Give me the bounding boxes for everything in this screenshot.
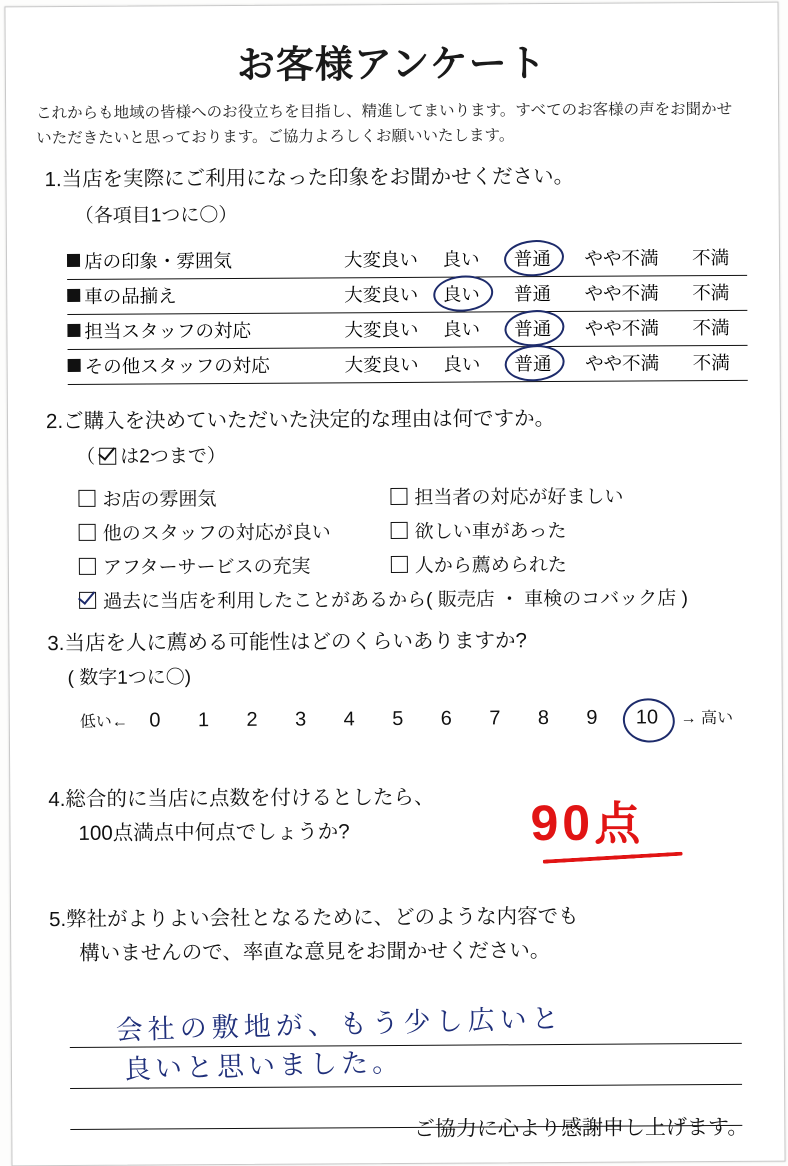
option-dissatisfied[interactable]: 不満 bbox=[692, 351, 730, 374]
scale-value-3[interactable]: 3 bbox=[294, 708, 307, 731]
checkbox-wanted-car-available[interactable]: 欲しい車があった bbox=[391, 516, 567, 544]
matrix-options bbox=[337, 244, 747, 273]
option-good[interactable]: 良い bbox=[442, 248, 480, 270]
matrix-options bbox=[338, 349, 748, 378]
page-title: お客様アンケート bbox=[236, 43, 547, 87]
question-3-subheading: ( 数字1つに〇) bbox=[67, 667, 192, 690]
question-5-heading-line1: 5.弊社がよりよい会社となるために、どのような内容でも bbox=[48, 904, 579, 932]
score-value: 90 bbox=[530, 794, 595, 852]
question-2-checklist bbox=[78, 481, 759, 621]
option-dissatisfied[interactable]: 不満 bbox=[692, 281, 730, 304]
list-item-row bbox=[78, 481, 758, 519]
handwriting-line-1: 会社の敷地が、もう少し広いと bbox=[115, 1003, 565, 1047]
score-unit: 点 bbox=[593, 797, 645, 850]
option-somewhat-dissatisfied[interactable]: やや不満 bbox=[584, 352, 660, 374]
freetext-line-1[interactable] bbox=[70, 1003, 742, 1048]
closing-text: ご協力に心より感謝申し上げます。 bbox=[413, 1115, 749, 1141]
bullet-square-icon bbox=[67, 324, 80, 337]
scale-value-6[interactable]: 6 bbox=[440, 707, 452, 730]
bullet-square-icon bbox=[67, 289, 80, 302]
matrix-row-label: 担当スタッフの対応 bbox=[67, 317, 251, 344]
checkbox-atmosphere[interactable]: お店の雰囲気 bbox=[78, 484, 216, 512]
option-average-selected[interactable]: 普通 bbox=[497, 245, 567, 271]
option-dissatisfied[interactable]: 不満 bbox=[692, 316, 730, 339]
list-item-row bbox=[79, 515, 759, 553]
question-4-heading-line2: 100点満点中何点でしょうか? bbox=[78, 820, 350, 845]
table-row bbox=[68, 346, 748, 385]
scale-value-7[interactable]: 7 bbox=[489, 707, 501, 730]
option-dissatisfied[interactable]: 不満 bbox=[691, 246, 730, 269]
checkbox-other-staff-good[interactable]: 他のスタッフの対応が良い bbox=[79, 517, 331, 546]
bullet-square-icon bbox=[67, 254, 80, 267]
checkbox-icon[interactable] bbox=[390, 488, 407, 505]
option-very-good[interactable]: 大変良い bbox=[344, 353, 419, 376]
checkbox-legend-icon bbox=[99, 448, 116, 465]
scale-high-label: → 高い bbox=[680, 709, 734, 728]
checkbox-icon[interactable] bbox=[79, 592, 96, 609]
paper-sheet bbox=[4, 2, 785, 1166]
checkbox-recommended-by-someone[interactable]: 人から薦められた bbox=[391, 550, 567, 578]
scale-value-2[interactable]: 2 bbox=[246, 708, 258, 731]
table-row bbox=[67, 241, 747, 280]
option-average-selected[interactable]: 普通 bbox=[498, 350, 568, 376]
option-average[interactable]: 普通 bbox=[513, 283, 552, 305]
question-1-matrix bbox=[67, 241, 748, 385]
scale-value-5[interactable]: 5 bbox=[392, 707, 404, 731]
checkbox-icon[interactable] bbox=[79, 524, 96, 541]
freetext-line-2[interactable] bbox=[70, 1044, 742, 1089]
table-row bbox=[67, 311, 747, 350]
handwriting-line-2: 良いと思いました。 bbox=[123, 1047, 404, 1086]
checkbox-previous-customer-selected[interactable]: 過去に当店を利用したことがあるから( 販売店 ・ 車検のコバック店 ) bbox=[79, 583, 688, 614]
question-1-subheading: （各項目1つに〇） bbox=[74, 204, 238, 227]
question-3-scale bbox=[80, 705, 740, 733]
option-very-good[interactable]: 大変良い bbox=[343, 248, 419, 271]
question-2-subheading: （ は2つまで） bbox=[76, 446, 226, 468]
checkbox-after-service[interactable]: アフターサービスの充実 bbox=[79, 552, 311, 580]
option-good-selected[interactable]: 良い bbox=[430, 280, 492, 306]
question-2-heading: 2.ご購入を決めていただいた決定的な理由は何ですか。 bbox=[45, 407, 556, 434]
matrix-row-label: その他スタッフの対応 bbox=[68, 352, 270, 379]
checkbox-icon[interactable] bbox=[79, 558, 96, 575]
question-4-heading-line1: 4.総合的に当店に点数を付けるとしたら、 bbox=[48, 785, 435, 812]
store-type-options[interactable]: ( 販売店 ・ 車検のコバック店 ) bbox=[426, 588, 688, 611]
checkbox-icon[interactable] bbox=[391, 556, 408, 573]
checkbox-icon[interactable] bbox=[391, 522, 408, 539]
list-item-row bbox=[79, 583, 759, 621]
option-good[interactable]: 良い bbox=[443, 318, 481, 340]
option-good[interactable]: 良い bbox=[443, 353, 481, 375]
intro-text: これからも地域の皆様へのお役立ちを目指し、精進してまいります。すべてのお客様の声をお聞かせいただきたいと思っております。ご協力よろしくお願いいたします。 bbox=[36, 100, 733, 148]
question-3-heading: 3.当店を人に薦める可能性はどのくらいありますか? bbox=[47, 629, 527, 656]
scale-low-label: 低い← bbox=[79, 713, 128, 731]
scale-value-10-selected[interactable]: 10 bbox=[619, 706, 675, 729]
option-somewhat-dissatisfied[interactable]: やや不満 bbox=[584, 247, 659, 269]
checkbox-staff-response-favorable[interactable]: 担当者の対応が好ましい bbox=[390, 482, 623, 510]
matrix-options bbox=[337, 314, 747, 343]
bullet-square-icon bbox=[68, 359, 81, 372]
option-somewhat-dissatisfied[interactable]: やや不満 bbox=[584, 317, 659, 339]
checkbox-icon[interactable] bbox=[78, 490, 95, 507]
scale-value-0[interactable]: 0 bbox=[149, 709, 161, 732]
scale-value-4[interactable]: 4 bbox=[343, 708, 355, 731]
matrix-options bbox=[337, 279, 747, 308]
question-1-heading: 1.当店を実際にご利用になった印象をお聞かせください。 bbox=[44, 164, 575, 192]
question-4-answer bbox=[530, 787, 644, 854]
matrix-row-label: 店の印象・雰囲気 bbox=[67, 247, 232, 274]
matrix-row-label: 車の品揃え bbox=[67, 282, 177, 309]
scale-value-9[interactable]: 9 bbox=[586, 706, 598, 729]
option-very-good[interactable]: 大変良い bbox=[344, 283, 419, 306]
option-somewhat-dissatisfied[interactable]: やや不満 bbox=[584, 282, 659, 304]
scale-value-1[interactable]: 1 bbox=[197, 709, 210, 732]
option-average-selected[interactable]: 普通 bbox=[498, 315, 568, 341]
scale-value-8[interactable]: 8 bbox=[537, 707, 550, 730]
option-very-good[interactable]: 大変良い bbox=[344, 318, 419, 341]
list-item-row bbox=[79, 549, 759, 587]
question-5-heading-line2: 構いませんので、率直な意見をお聞かせください。 bbox=[79, 939, 551, 965]
table-row bbox=[67, 276, 747, 315]
